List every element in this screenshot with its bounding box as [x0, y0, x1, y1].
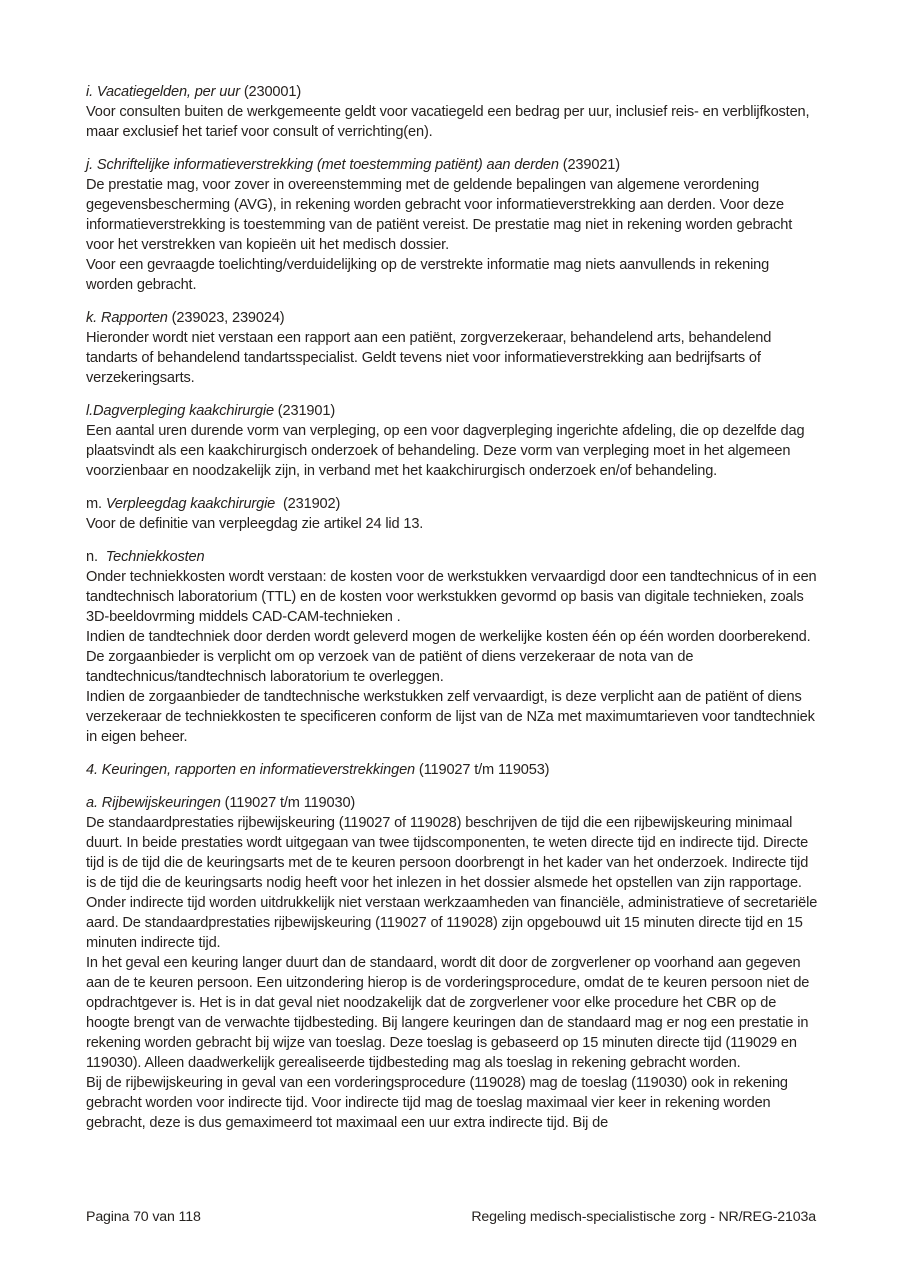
- page-footer: [86, 1207, 816, 1227]
- section-heading-title: l.Dagverpleging kaakchirurgie: [86, 403, 274, 419]
- section-rapporten: [86, 308, 818, 388]
- section-heading-title: Techniekkosten: [105, 549, 205, 565]
- section-heading: [86, 793, 818, 813]
- section-heading: [86, 494, 818, 514]
- footer-page-number: Pagina 70 van 118: [86, 1209, 201, 1225]
- paragraph: In het geval een keuring langer duurt dan de standaard, wordt dit door de zorgverlener op voorhand aan gegeven aan de te keuren persoon. Een uitzondering hierop is de vorderingsprocedure, omdat de te keuren persoon niet de opdrachtgever is. Het is in dat geval niet noodzakelijk dat de zorgverlener voor elke procedure het CBR op de hoogte brengt van de verwachte tijdbesteding. Bij langere keuringen dan de standaard mag er nog een prestatie in rekening worden gebracht bij wijze van toeslag. Deze toeslag is gebaseerd op 15 minuten directe tijd (119029 en 119030). Alleen daadwerkelijk gerealiseerde tijdbesteding mag als toeslag in rekening gebracht worden.: [86, 955, 810, 1071]
- section-heading: [86, 547, 818, 567]
- heading-code: (119027 t/m 119030): [220, 795, 356, 811]
- paragraph: Voor een gevraagde toelichting/verduidelijking op de verstrekte informatie mag niets aanvullends in rekening worden gebracht.: [86, 257, 770, 293]
- document-content: [86, 82, 818, 1133]
- paragraph: Voor de definitie van verpleegdag zie artikel 24 lid 13.: [86, 516, 424, 532]
- section-heading-title: a. Rijbewijskeuringen: [86, 795, 221, 811]
- section-heading-title: 4. Keuringen, rapporten en informatieverstrekkingen: [86, 762, 416, 778]
- section-rijbewijskeuringen: [86, 793, 818, 1133]
- section-techniekkosten: [86, 547, 818, 747]
- heading-code: (239021): [558, 157, 620, 173]
- heading-code: (231902): [275, 496, 341, 512]
- section-heading-title: Verpleegdag kaakchirurgie: [105, 496, 276, 512]
- paragraph: De standaardprestaties rijbewijskeuring (119027 of 119028) beschrijven de tijd die een rijbewijskeuring minimaal duurt. In beide prestaties wordt uitgegaan van twee tijdscomponenten, te weten directe tijd en indirecte tijd. Directe tijd is de tijd die de keuringsarts met de te keuren persoon doorbrengt in het kader van het onderzoek. Indirecte tijd is de tijd die de keuringsarts nodig heeft voor het inlezen in het dossier alsmede het opstellen van zijn rapportage. Onder indirecte tijd worden uitdrukkelijk niet verstaan werkzaamheden van financiële, administratieve of secretariële aard. De standaardprestaties rijbewijskeuring (119027 of 119028) zijn opgebouwd uit 15 minuten directe tijd en 15 minuten indirecte tijd.: [86, 815, 818, 951]
- section-heading: [86, 308, 818, 328]
- heading-code: (230001): [239, 84, 302, 100]
- paragraph: Hieronder wordt niet verstaan een rapport aan een patiënt, zorgverzekeraar, behandelend arts, behandelend tandarts of behandelend tandartsspecialist. Geldt tevens niet voor informatieverstrekking aan bedrijfsarts of verzekeringsarts.: [86, 330, 772, 386]
- section-vacatiegelden: [86, 82, 818, 142]
- heading-code: (119027 t/m 119053): [415, 762, 550, 778]
- heading-prefix: n.: [86, 549, 106, 565]
- section-schriftelijke-informatieverstrekking: [86, 155, 818, 295]
- paragraph: Bij de rijbewijskeuring in geval van een vorderingsprocedure (119028) mag de toeslag (119030) ook in rekening gebracht worden voor indirecte tijd. Voor indirecte tijd mag de toeslag maximaal vier keer in rekening worden gebracht, deze is dus gemaximeerd tot maximaal een uur extra indirecte tijd. Bij de: [86, 1075, 788, 1131]
- section-heading: [86, 760, 818, 780]
- section-verpleegdag-kaakchirurgie: [86, 494, 818, 534]
- paragraph: Onder techniekkosten wordt verstaan: de kosten voor de werkstukken vervaardigd door een tandtechnicus of in een tandtechnisch laboratorium (TTL) en de kosten voor werkstukken gevormd op basis van digitale technieken, zoals 3D-beeldovrming middels CAD-CAM-technieken .: [86, 569, 817, 625]
- paragraph: Indien de tandtechniek door derden wordt geleverd mogen de werkelijke kosten één op één worden doorberekend. De zorgaanbieder is verplicht om op verzoek van de patiënt of diens verzekeraar de nota van de tandtechnicus/tandtechnisch laboratorium te overleggen.: [86, 629, 811, 685]
- section-heading: [86, 82, 818, 102]
- paragraph: Indien de zorgaanbieder de tandtechnische werkstukken zelf vervaardigt, is deze verplicht aan de patiënt of diens verzekeraar de techniekkosten te specificeren conform de lijst van de NZa met maximumtarieven voor tandtechniek in eigen beheer.: [86, 689, 815, 745]
- heading-prefix: m.: [86, 496, 106, 512]
- section-keuringen-rapporten: [86, 760, 818, 780]
- paragraph: Voor consulten buiten de werkgemeente geldt voor vacatiegeld een bedrag per uur, inclusief reis- en verblijfkosten, maar exclusief het tarief voor consult of verrichting(en).: [86, 104, 810, 140]
- heading-code: (231901): [273, 403, 336, 419]
- footer-doc-title: Regeling medisch-specialistische zorg - NR/REG-2103a: [471, 1209, 816, 1225]
- section-heading: [86, 155, 818, 175]
- paragraph: De prestatie mag, voor zover in overeenstemming met de geldende bepalingen van algemene verordening gegevensbescherming (AVG), in rekening worden gebracht voor informatieverstrekking aan derden. Voor deze informatieverstrekking is toestemming van de patiënt vereist. De prestatie mag niet in rekening worden gebracht voor het verstrekken van kopieën uit het medisch dossier.: [86, 177, 793, 253]
- paragraph: Een aantal uren durende vorm van verpleging, op een voor dagverpleging ingerichte afdeling, die op dezelfde dag plaatsvindt als een kaakchirurgisch onderzoek of behandeling. Deze vorm van verpleging moet in het algemeen voorzienbaar en noodzakelijk zijn, in verband met het kaakchirurgisch onderzoek en/of behandeling.: [86, 423, 805, 479]
- section-heading-title: i. Vacatiegelden, per uur: [86, 84, 240, 100]
- section-heading-title: j. Schriftelijke informatieverstrekking (met toestemming patiënt) aan derden: [86, 157, 559, 173]
- section-dagverpleging-kaakchirurgie: [86, 401, 818, 481]
- section-heading: [86, 401, 818, 421]
- heading-code: (239023, 239024): [167, 310, 285, 326]
- section-heading-title: k. Rapporten: [86, 310, 168, 326]
